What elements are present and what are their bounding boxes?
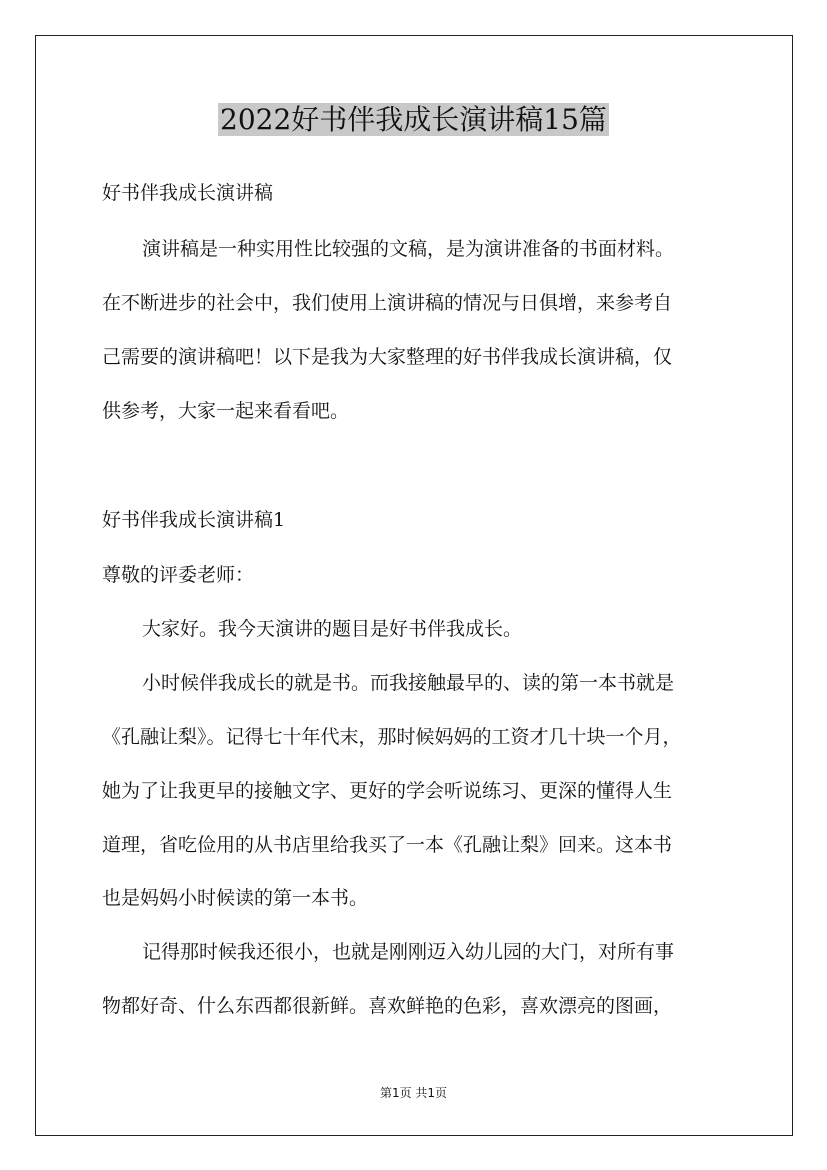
paragraph-line: 在不断进步的社会中，我们使用上演讲稿的情况与日俱增，来参考自 <box>102 292 673 314</box>
paragraph-line: 道理，省吃俭用的从书店里给我买了一本《孔融让梨》回来。这本书 <box>102 834 673 856</box>
intro-heading: 好书伴我成长演讲稿 <box>102 182 274 204</box>
paragraph-line: 演讲稿是一种实用性比较强的文稿，是为演讲准备的书面材料。 <box>142 238 675 260</box>
paragraph-line: 小时候伴我成长的就是书。而我接触最早的、读的第一本书就是 <box>142 672 675 694</box>
page-footer: 第1页 共1页 <box>379 1086 448 1100</box>
paragraph-line: 她为了让我更早的接触文字、更好的学会听说练习、更深的懂得人生 <box>102 780 673 802</box>
paragraph-line: 物都好奇、什么东西都很新鲜。喜欢鲜艳的色彩，喜欢漂亮的图画， <box>102 995 673 1017</box>
paragraph-line: 记得那时候我还很小，也就是刚刚迈入幼儿园的大门，对所有事 <box>142 941 675 963</box>
section-heading: 好书伴我成长演讲稿1 <box>102 509 286 531</box>
paragraph-line: 己需要的演讲稿吧！以下是我为大家整理的好书伴我成长演讲稿，仅 <box>102 346 673 368</box>
paragraph-line: 大家好。我今天演讲的题目是好书伴我成长。 <box>142 618 523 640</box>
salutation: 尊敬的评委老师： <box>102 564 255 586</box>
paragraph-line: 也是妈妈小时候读的第一本书。 <box>102 887 369 909</box>
paragraph-line: 供参考，大家一起来看看吧。 <box>102 400 350 422</box>
paragraph-line: 《孔融让梨》。记得七十年代末，那时候妈妈的工资才几十块一个月， <box>102 726 682 748</box>
document-title: 2022好书伴我成长演讲稿15篇 <box>220 103 607 136</box>
